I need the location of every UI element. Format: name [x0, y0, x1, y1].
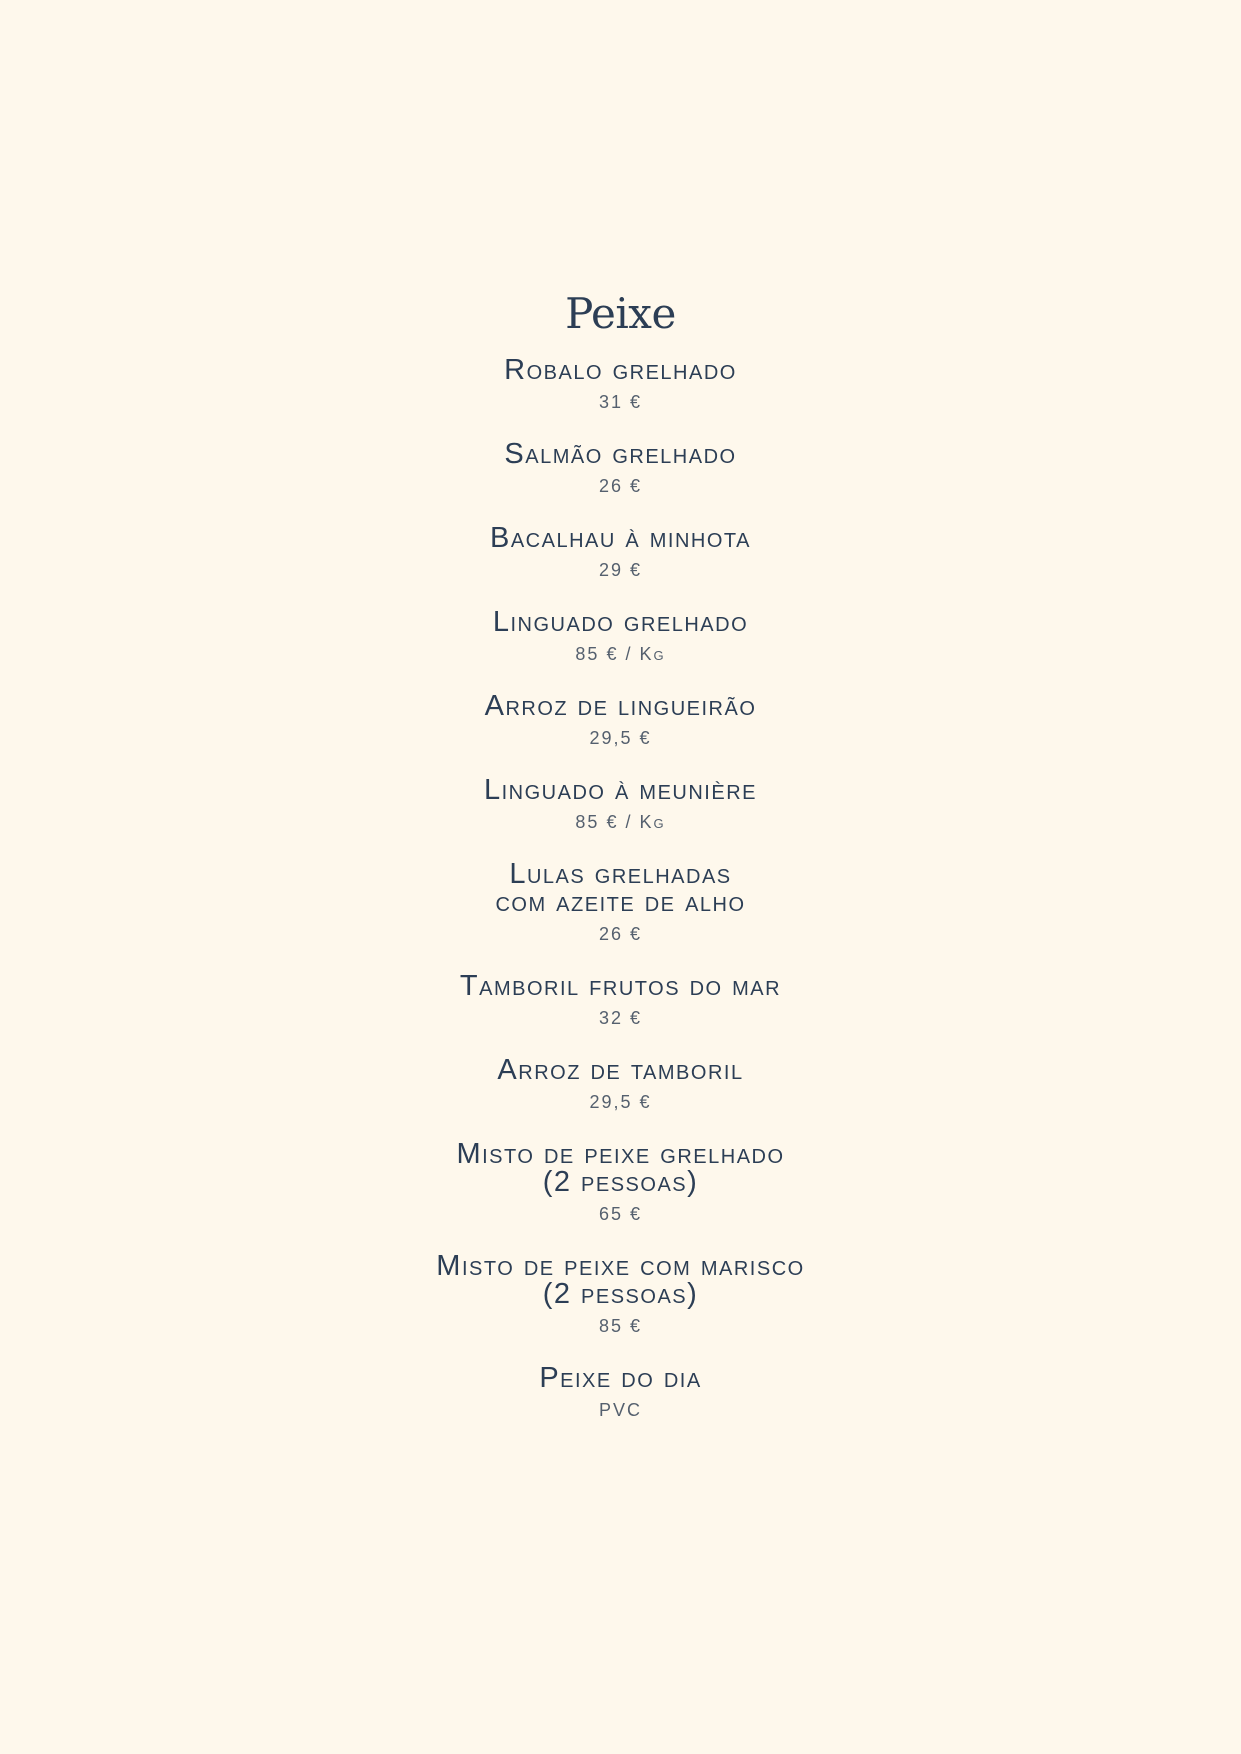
- menu-item: [0, 356, 1241, 414]
- dish-name: Tamboril frutos do mar: [459, 970, 782, 1002]
- dish-price: 31 €: [598, 392, 643, 412]
- dish-name: Bacalhau à minhota: [489, 522, 751, 554]
- dish-name: Robalo grelhado: [504, 354, 737, 386]
- menu-item: [0, 1140, 1241, 1226]
- menu-item: [0, 440, 1241, 498]
- menu-item: [0, 1252, 1241, 1338]
- dish-name: Arroz de tamboril: [497, 1054, 744, 1086]
- dish-name: Salmão grelhado: [504, 438, 737, 470]
- dish-price: 85 €: [598, 1316, 643, 1336]
- menu-item: [0, 776, 1241, 834]
- dish-price: 26 €: [598, 924, 643, 944]
- menu-item: [0, 1364, 1241, 1422]
- dish-price: 85 € / Kg: [575, 812, 666, 832]
- menu-item: [0, 608, 1241, 666]
- menu-item: [0, 860, 1241, 946]
- dish-name: Arroz de lingueirão: [484, 690, 757, 722]
- menu-item: [0, 972, 1241, 1030]
- dish-name: Misto de peixe grelhado (2 pessoas): [456, 1138, 785, 1198]
- menu-section: [0, 280, 1241, 1448]
- dish-name: Linguado à meunière: [484, 774, 757, 806]
- menu-item: [0, 524, 1241, 582]
- section-title: Peixe: [565, 289, 676, 338]
- dish-name: Lulas grelhadas com azeite de alho: [495, 858, 746, 918]
- dish-price: 32 €: [598, 1008, 643, 1028]
- dish-price: 26 €: [598, 476, 643, 496]
- menu-item: [0, 1056, 1241, 1114]
- dish-name: Peixe do dia: [539, 1362, 702, 1394]
- dish-price: PVC: [598, 1400, 642, 1420]
- menu-item: [0, 692, 1241, 750]
- dish-price: 85 € / Kg: [575, 644, 666, 664]
- dish-name: Linguado grelhado: [492, 606, 749, 638]
- dish-name: Misto de peixe com marisco (2 pessoas): [436, 1250, 805, 1310]
- dish-price: 29,5 €: [589, 1092, 652, 1112]
- dish-price: 29 €: [598, 560, 643, 580]
- dish-price: 29,5 €: [589, 728, 652, 748]
- dish-price: 65 €: [598, 1204, 643, 1224]
